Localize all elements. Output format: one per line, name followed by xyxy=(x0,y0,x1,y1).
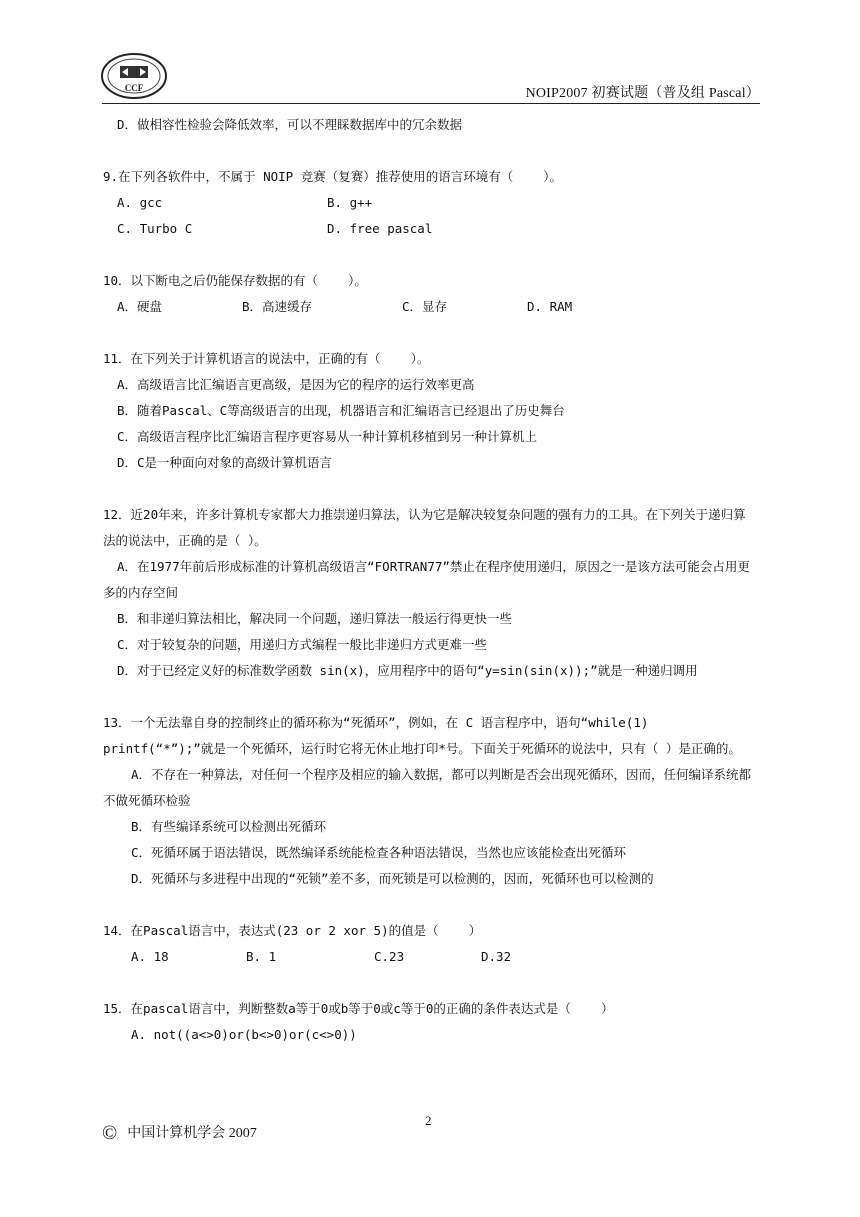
page-number: 2 xyxy=(425,1113,432,1128)
q14-option-a: A. 18 xyxy=(131,949,169,964)
question-content xyxy=(103,112,758,1048)
q14-options xyxy=(103,944,758,970)
q15-option-a: A. not((a<>0)or(b<>0)or(c<>0)) xyxy=(131,1027,357,1042)
q13-stem: 13．一个无法靠自身的控制终止的循环称为“死循环”，例如，在 C 语言程序中，语句“while(1) printf(“*”);”就是一个死循环，运行时它将无休止地打印*号。下面关于死循环的说法中，只有（ ）是正确的。 xyxy=(103,715,741,756)
q10-option-b: B．高速缓存 xyxy=(242,299,313,314)
q14-stem: 14．在Pascal语言中，表达式(23 or 2 xor 5)的值是（ ） xyxy=(103,923,482,938)
q12-option-a: A．在1977年前后形成标准的计算机高级语言“FORTRAN77”禁止在程序使用递归，原因之一是该方法可能会占用更多的内存空间 xyxy=(103,559,750,600)
q11-option-b: B．随着Pascal、C等高级语言的出现，机器语言和汇编语言已经退出了历史舞台 xyxy=(117,403,565,418)
q9-option-b: B. g++ xyxy=(327,195,373,210)
header-divider xyxy=(102,103,760,104)
copyright-icon: © xyxy=(102,1122,118,1144)
q11-option-c: C．高级语言程序比汇编语言程序更容易从一种计算机移植到另一种计算机上 xyxy=(117,429,538,444)
q14-option-d: D.32 xyxy=(481,949,512,964)
copyright-line xyxy=(102,1122,257,1145)
q12-stem: 12．近20年来，许多计算机专家都大力推崇递归算法，认为它是解决较复杂问题的强有力的工具。在下列关于递归算法的说法中，正确的是（ ）。 xyxy=(103,507,746,548)
q12-option-d: D．对于已经定义好的标准数学函数 sin(x)，应用程序中的语句“y=sin(sin(x));”就是一种递归调用 xyxy=(117,663,698,678)
q11-option-a: A．高级语言比汇编语言更高级，是因为它的程序的运行效率更高 xyxy=(117,377,475,392)
q12-option-b: B．和非递归算法相比，解决同一个问题，递归算法一般运行得更快一些 xyxy=(117,611,513,626)
svg-text:CCF: CCF xyxy=(124,83,144,93)
q8-option-d: D．做相容性检验会降低效率，可以不理睬数据库中的冗余数据 xyxy=(117,117,463,132)
q12-option-c: C．对于较复杂的问题，用递归方式编程一般比非递归方式更难一些 xyxy=(117,637,488,652)
q11-stem: 11．在下列关于计算机语言的说法中，正确的有（ ）。 xyxy=(103,351,430,366)
q10-option-c: C．显存 xyxy=(402,299,448,314)
q9-options-row2 xyxy=(103,216,758,242)
q14-option-c: C.23 xyxy=(374,949,405,964)
q9-option-c: C. Turbo C xyxy=(117,221,193,236)
q13-option-d: D．死循环与多进程中出现的“死锁”差不多，而死锁是可以检测的，因而，死循环也可以检测的 xyxy=(131,871,654,886)
q10-options xyxy=(103,294,758,320)
q13-option-c: C．死循环属于语法错误，既然编译系统能检查各种语法错误，当然也应该能检查出死循环 xyxy=(131,845,627,860)
q9-options-row1 xyxy=(103,190,758,216)
ccf-logo xyxy=(100,52,168,100)
q11-option-d: D．C是一种面向对象的高级计算机语言 xyxy=(117,455,333,470)
q15-stem: 15．在pascal语言中，判断整数a等于0或b等于0或c等于0的正确的条件表达式是（ ） xyxy=(103,1001,614,1016)
copyright-text: 中国计算机学会 2007 xyxy=(127,1126,257,1141)
q10-option-a: A．硬盘 xyxy=(117,299,163,314)
q10-stem: 10．以下断电之后仍能保存数据的有（ ）。 xyxy=(103,273,367,288)
q10-option-d: D. RAM xyxy=(527,299,573,314)
q13-option-a: A．不存在一种算法，对任何一个程序及相应的输入数据，都可以判断是否会出现死循环，因而，任何编译系统都不做死循环检验 xyxy=(103,767,752,808)
q9-option-d: D. free pascal xyxy=(327,221,433,236)
q14-option-b: B. 1 xyxy=(246,949,277,964)
header-title: NOIP2007 初赛试题（普及组 Pascal） xyxy=(525,86,760,101)
q9-stem: 9.在下列各软件中，不属于 NOIP 竞赛（复赛）推荐使用的语言环境有（ ）。 xyxy=(103,169,563,184)
q9-option-a: A. gcc xyxy=(117,195,163,210)
q13-option-b: B．有些编译系统可以检测出死循环 xyxy=(131,819,327,834)
